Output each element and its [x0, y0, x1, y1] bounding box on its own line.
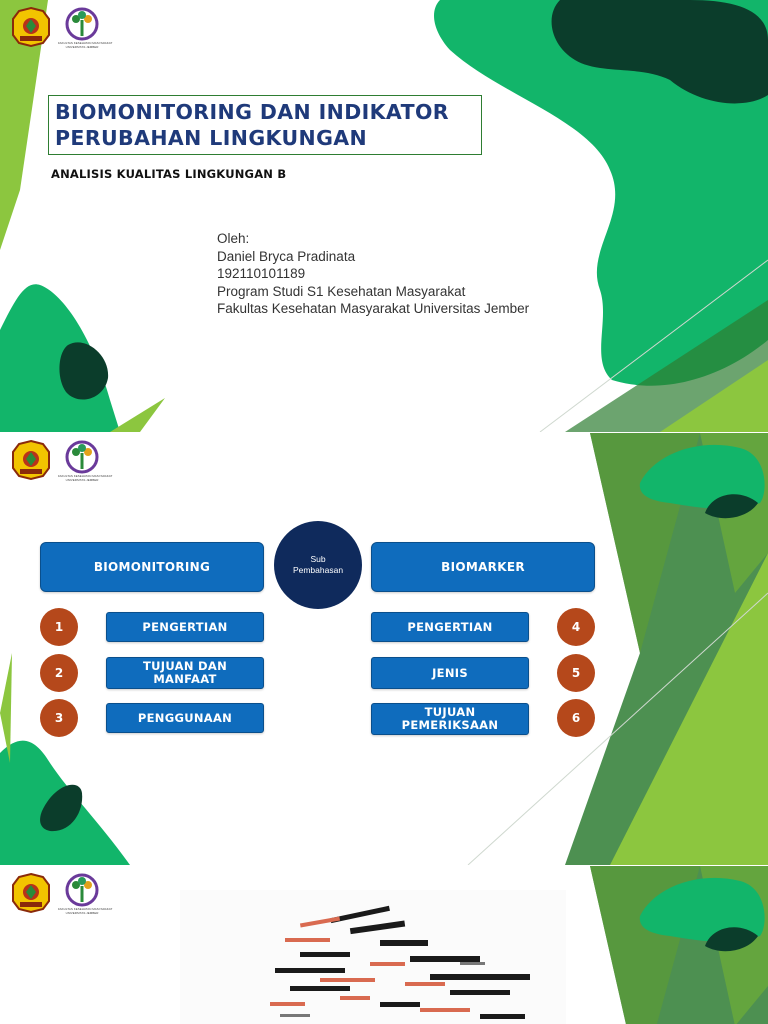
title-line-1: BIOMONITORING DAN INDIKATOR: [55, 100, 449, 124]
item-number-6: 6: [557, 699, 595, 737]
author-block: [217, 230, 529, 318]
subtitle: ANALISIS KUALITAS LINGKUNGAN B: [51, 167, 287, 181]
biomonitoring-header[interactable]: BIOMONITORING: [40, 542, 264, 592]
university-logo: [10, 6, 52, 48]
title-box: [48, 95, 482, 155]
faculty-logo: FAKULTAS KESEHATAN MASYARAKAT UNIVERSITAS JEMBER: [62, 872, 102, 918]
slide-sub-topics: [0, 433, 768, 865]
item-number-4: 4: [557, 608, 595, 646]
faculty-logo: FAKULTAS KESEHATAN MASYARAKAT UNIVERSITAS JEMBER: [62, 439, 102, 485]
biomonitoring-item-tujuan-manfaat[interactable]: TUJUAN DAN MANFAAT: [106, 657, 264, 689]
university-logo: [10, 872, 52, 914]
biomonitoring-item-pengertian[interactable]: PENGERTIAN: [106, 612, 264, 642]
author-label: Oleh:: [217, 231, 250, 246]
item-number-3: 3: [40, 699, 78, 737]
author-faculty: Fakultas Kesehatan Masyarakat Universitas Jember: [217, 301, 530, 316]
faculty-logo: FAKULTAS KESEHATAN MASYARAKAT UNIVERSITAS JEMBER: [62, 6, 102, 52]
university-logo: [10, 439, 52, 481]
slide-word-cloud: [0, 866, 768, 1024]
biomonitoring-item-penggunaan[interactable]: PENGGUNAAN: [106, 703, 264, 733]
slide1-decoration: [0, 0, 768, 432]
author-nim: 192110101189: [217, 266, 306, 281]
biomarker-item-tujuan-pemeriksaan[interactable]: TUJUAN PEMERIKSAAN: [371, 703, 529, 735]
biomarker-header[interactable]: BIOMARKER: [371, 542, 595, 592]
slide2-decoration: [0, 433, 768, 865]
word-cloud-graphic: [180, 890, 566, 1024]
slide-title: [0, 0, 768, 432]
author-name: Daniel Bryca Pradinata: [217, 248, 356, 264]
word-cloud-image: [180, 890, 566, 1024]
sub-topic-circle: Sub Pembahasan: [274, 521, 362, 609]
item-number-1: 1: [40, 608, 78, 646]
biomarker-item-jenis[interactable]: JENIS: [371, 657, 529, 689]
author-program: Program Studi S1 Kesehatan Masyarakat: [217, 283, 466, 299]
item-number-5: 5: [557, 654, 595, 692]
page-title: [55, 99, 475, 151]
biomarker-item-pengertian[interactable]: PENGERTIAN: [371, 612, 529, 642]
title-line-2: PERUBAHAN LINGKUNGAN: [55, 126, 368, 150]
item-number-2: 2: [40, 654, 78, 692]
